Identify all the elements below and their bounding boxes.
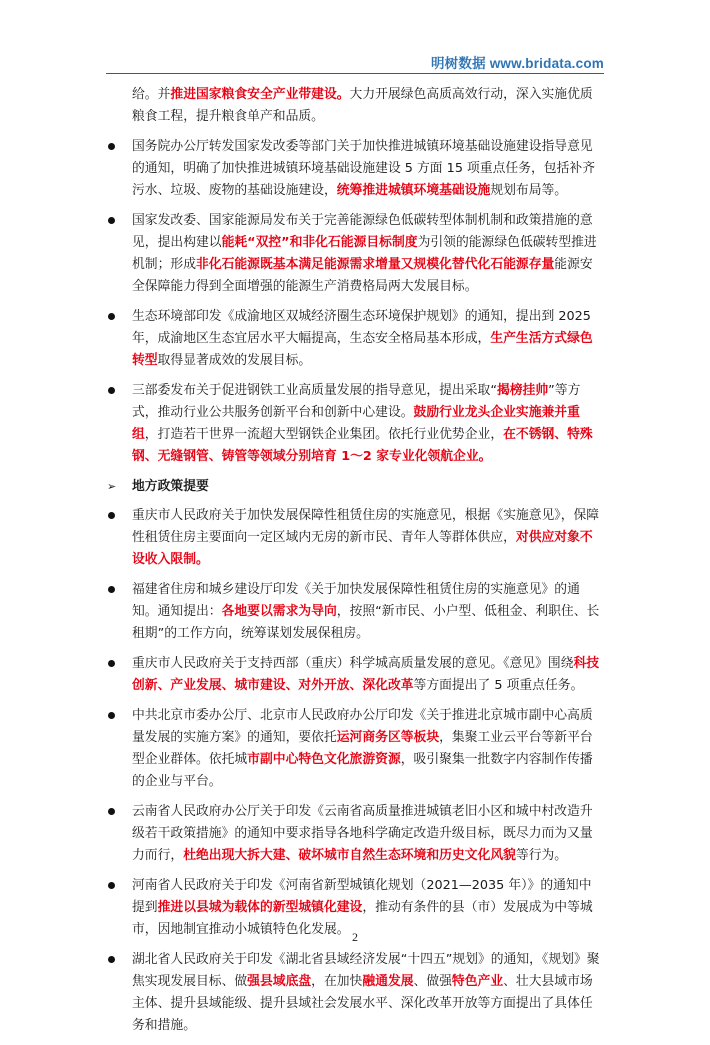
- body-text: 规划布局等。: [490, 183, 568, 198]
- section-heading-text: 地方政策提要: [132, 479, 209, 494]
- highlighted-text: 能耗“双控”和非化石能源目标制度: [221, 235, 418, 250]
- list-item-text: [132, 139, 595, 198]
- page-number: 2: [352, 930, 358, 944]
- bullet-icon: [108, 143, 115, 150]
- national-policy-list: [106, 136, 604, 468]
- list-item: [106, 306, 604, 372]
- list-item-text: [132, 656, 599, 693]
- list-item: [106, 949, 604, 1037]
- highlighted-text: 市副中心特色文化旅游资源: [247, 752, 401, 767]
- lead-paragraph: [106, 84, 604, 128]
- bullet-icon: [108, 660, 115, 667]
- arrow-icon: ➢: [107, 480, 117, 493]
- list-item: [106, 579, 604, 645]
- list-item: [106, 380, 604, 468]
- body-text: ，推动有条件的县（市）发展成为中等城市，因地制宜推动小城镇特色化发展。: [132, 900, 593, 937]
- highlighted-text: 推进以县城为载体的新型城镇化建设: [157, 900, 363, 915]
- bullet-icon: [108, 712, 115, 719]
- list-item-text: [132, 708, 593, 789]
- body-text: ，在加快: [311, 974, 363, 989]
- highlighted-text: 统筹推进城镇环境基础设施: [336, 183, 491, 198]
- list-item-text: [132, 952, 600, 1033]
- highlighted-text: 鼓励行业龙头企业实施兼并重组: [132, 405, 580, 442]
- bullet-icon: [108, 808, 115, 815]
- list-item: [106, 136, 604, 202]
- highlighted-text: 运河商务区等板块: [336, 730, 440, 745]
- highlighted-text: 各地要以需求为导向: [221, 604, 337, 619]
- highlighted-text: 强县域底盘: [247, 974, 312, 989]
- section-heading: [106, 476, 604, 498]
- list-item-text: [132, 383, 593, 464]
- bullet-icon: [108, 586, 115, 593]
- body-text: 河南省人民政府关于印发《河南省新型城镇化规划（2021—2035 年）》的通知中提到: [132, 878, 592, 915]
- list-item-text: [132, 582, 599, 641]
- list-item: [106, 705, 604, 793]
- body-text: 福建省住房和城乡建设厅印发《关于加快发展保障性租赁住房的实施意见》的通知。通知提出：: [132, 582, 580, 619]
- body-text: 取得显著成效的发展目标。: [157, 353, 312, 368]
- body-text: 国家发改委、国家能源局发布关于完善能源绿色低碳转型体制机制和政策措施的意见，提出构建以: [132, 213, 593, 250]
- bullet-icon: [108, 512, 115, 519]
- body-text: ，集聚工业云平台等新平台型企业群体。依托城: [132, 730, 593, 767]
- body-text: 能源安全保障能力得到全面增强的能源生产消费格局两大发展目标。: [132, 257, 593, 294]
- local-policy-list: [106, 505, 604, 1037]
- body-text: 等方面提出了 5 项重点任务。: [413, 678, 584, 693]
- list-item-text: [132, 508, 599, 567]
- body-text: ，吸引聚集一批数字内容制作传播的企业与平台。: [132, 752, 593, 789]
- body-text: 国务院办公厅转发国家发改委等部门关于加快推进城镇环境基础设施建设指导意见的通知，明确了加快推进城镇环境基础设施建设 5 方面 15 项重点任务，包括补齐污水、垃圾、废物的基础设施建设，: [132, 139, 595, 198]
- bullet-icon: [108, 313, 115, 320]
- page-content: [106, 84, 604, 1045]
- highlighted-text: 融通发展: [362, 974, 414, 989]
- header-brand: 明树数据 www.bridata.com: [430, 56, 604, 71]
- body-text: 三部委发布关于促进钢铁工业高质量发展的指导意见，提出采取“: [132, 383, 497, 398]
- body-text: 为引领的能源绿色低碳转型推进机制；形成: [132, 235, 597, 272]
- highlighted-text: 生产生活方式绿色转型: [132, 331, 593, 368]
- body-text: 重庆市人民政府关于加快发展保障性租赁住房的实施意见，根据《实施意见》，保障性租赁住房主要面向一定区域内无房的新市民、青年人等群体供应，: [132, 508, 600, 545]
- list-item-text: [132, 213, 597, 294]
- body-text: ”等方式，推动行业公共服务创新平台和创新中心建设。: [132, 383, 581, 420]
- list-item: [106, 653, 604, 697]
- highlighted-text: 特色产业: [451, 974, 504, 989]
- highlighted-text: 杜绝出现大拆大建、破坏城市自然生态环境和历史文化风貌: [183, 848, 516, 863]
- bullet-icon: [108, 217, 115, 224]
- body-text: 重庆市人民政府关于支持西部（重庆）科学城高质量发展的意见。《意见》围绕: [132, 656, 574, 671]
- list-item-text: [132, 309, 593, 368]
- body-text: 生态环境部印发《成渝地区双城经济圈生态环境保护规划》的通知，提出到 2025 年，成渝地区生态宜居水平大幅提高，生态安全格局基本形成，: [132, 309, 591, 346]
- body-text: 、壮大县域市场主体、提升县域能级、提升县域社会发展水平、深化改革开放等方面提出了具体任务和措施。: [132, 974, 593, 1033]
- highlighted-text: 揭榜挂帅: [496, 383, 549, 398]
- body-text: 中共北京市委办公厅、北京市人民政府办公厅印发《关于推进北京城市副中心高质量发展的实施方案》的通知，要依托: [132, 708, 593, 745]
- list-item-text: [132, 878, 593, 937]
- body-text: ，打造若干世界一流超大型钢铁企业集团。依托行业优势企业，: [144, 427, 504, 442]
- body-text: 大力开展绿色高质高效行动，深入实施优质粮食工程，提升粮食单产和品质。: [132, 87, 593, 124]
- body-text: 云南省人民政府办公厅关于印发《云南省高质量推进城镇老旧小区和城中村改造升级若干政策措施》的通知中要求指导各地科学确定改造升级目标，既尽力而为又量力而行，: [132, 804, 593, 863]
- body-text: 、做强: [413, 974, 452, 989]
- highlighted-text: 科技创新、产业发展、城市建设、对外开放、深化改革: [132, 656, 600, 693]
- body-text: ，按照“新市民、小户型、低租金、利职住、长租期”的工作方向，统筹谋划发展保租房。: [132, 604, 600, 641]
- list-item-text: [132, 804, 593, 863]
- list-item: [106, 801, 604, 867]
- body-text: 湖北省人民政府关于印发《湖北省县域经济发展“十四五”规划》的通知，《规划》聚焦实现发展目标、做: [132, 952, 600, 989]
- highlighted-text: 推进国家粮食安全产业带建设。: [170, 87, 350, 102]
- list-item: [106, 505, 604, 571]
- bullet-icon: [108, 956, 115, 963]
- list-item: [106, 210, 604, 298]
- header-divider: [106, 73, 604, 74]
- highlighted-text: 非化石能源既基本满足能源需求增量又规模化替代化石能源存量: [195, 257, 555, 272]
- body-text: 等行为。: [515, 848, 568, 863]
- bullet-icon: [108, 882, 115, 889]
- highlighted-text: 对供应对象不设收入限制。: [132, 530, 593, 567]
- body-text: 给。并: [132, 87, 171, 102]
- bullet-icon: [108, 387, 115, 394]
- highlighted-text: 在不锈钢、特殊钢、无缝钢管、铸管等领域分别培育 1～2 家专业化领航企业。: [132, 427, 593, 464]
